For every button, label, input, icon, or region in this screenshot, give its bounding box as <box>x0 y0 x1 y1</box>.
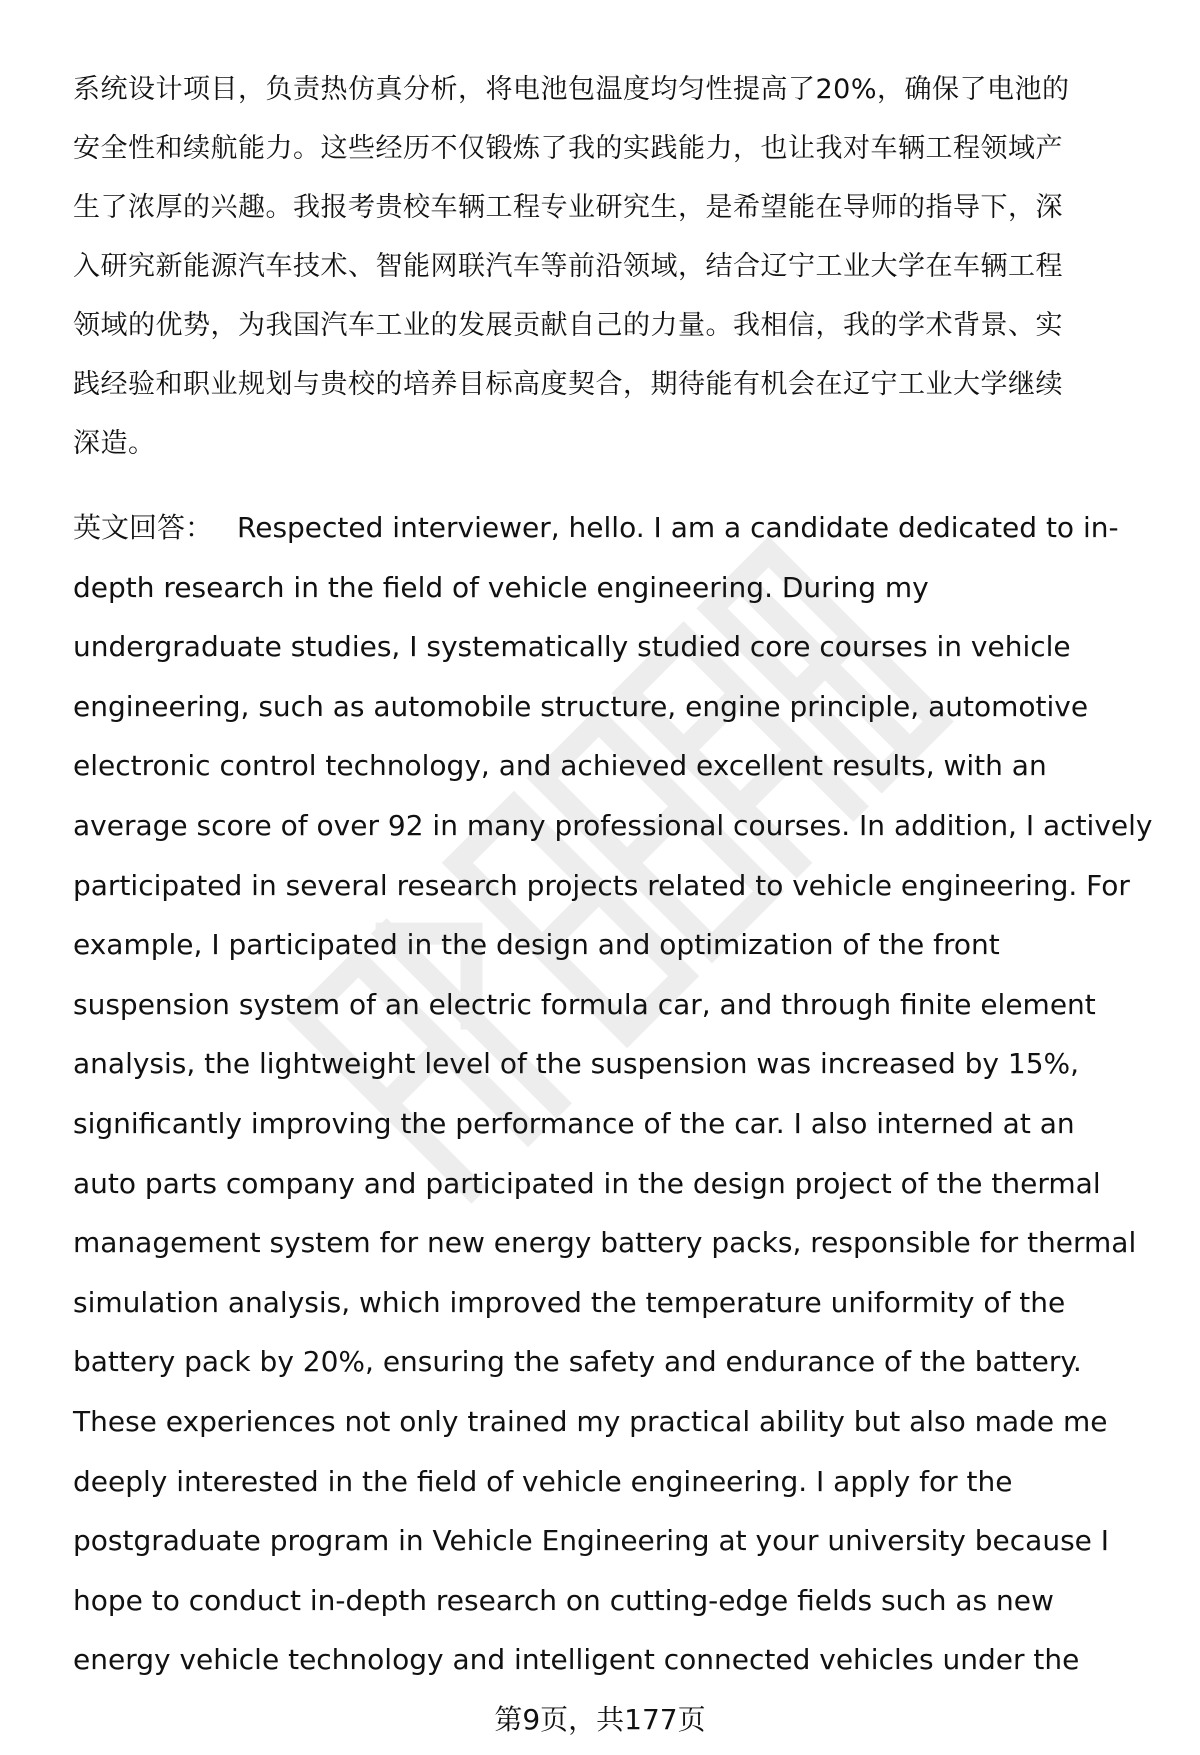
text-line: hope to conduct in-depth research on cutting-edge fields such as new <box>73 1583 1054 1617</box>
text-line: deeply interested in the field of vehicle engineering. I apply for the <box>73 1464 1013 1498</box>
text-line: auto parts company and participated in the design project of the thermal <box>73 1166 1101 1200</box>
text-line: management system for new energy battery packs, responsible for thermal <box>73 1226 1137 1260</box>
chinese-paragraph <box>73 60 1163 473</box>
text-line: average score of over 92 in many professional courses. In addition, I actively <box>73 808 1153 842</box>
text-line: analysis, the lightweight level of the suspension was increased by 15%, <box>73 1047 1080 1081</box>
english-answer-paragraph <box>73 498 1163 1690</box>
text-line: 领域的优势，为我国汽车工业的发展贡献自己的力量。我相信，我的学术背景、实 <box>73 310 1063 341</box>
text-line: 安全性和续航能力。这些经历不仅锻炼了我的实践能力，也让我对车辆工程领域产 <box>73 133 1063 164</box>
text-line: battery pack by 20%, ensuring the safety and endurance of the battery. <box>73 1345 1082 1379</box>
page-number: 第9页，共177页 <box>494 1703 706 1736</box>
text-line: depth research in the field of vehicle engineering. During my <box>73 570 929 604</box>
text-line: engineering, such as automobile structure, engine principle, automotive <box>73 689 1089 723</box>
text-line: 入研究新能源汽车技术、智能网联汽车等前沿领域，结合辽宁工业大学在车辆工程 <box>73 251 1063 282</box>
text-line: 践经验和职业规划与贵校的培养目标高度契合，期待能有机会在辽宁工业大学继续 <box>73 369 1063 400</box>
answer-first-line: Respected interviewer, hello. I am a candidate dedicated to in- <box>237 511 1119 544</box>
text-line: example, I participated in the design and optimization of the front <box>73 928 1000 962</box>
answer-label: 英文回答： <box>73 511 214 544</box>
text-line: electronic control technology, and achieved excellent results, with an <box>73 749 1047 783</box>
page-footer <box>0 1702 1200 1738</box>
text-line: 生了浓厚的兴趣。我报考贵校车辆工程专业研究生，是希望能在导师的指导下，深 <box>73 192 1063 223</box>
text-line: energy vehicle technology and intelligent connected vehicles under the <box>73 1643 1080 1677</box>
text-line: simulation analysis, which improved the temperature uniformity of the <box>73 1285 1066 1319</box>
text-line: suspension system of an electric formula car, and through finite element <box>73 987 1096 1021</box>
text-line: 系统设计项目，负责热仿真分析，将电池包温度均匀性提高了20%，确保了电池的 <box>73 74 1070 105</box>
text-line: 深造。 <box>73 428 156 459</box>
text-line: participated in several research projects related to vehicle engineering. For <box>73 868 1130 902</box>
text-line <box>73 498 1163 558</box>
text-line: undergraduate studies, I systematically studied core courses in vehicle <box>73 630 1071 664</box>
text-line: significantly improving the performance of the car. I also interned at an <box>73 1106 1075 1140</box>
text-line: postgraduate program in Vehicle Engineering at your university because I <box>73 1524 1110 1558</box>
text-line: These experiences not only trained my practical ability but also made me <box>73 1404 1108 1438</box>
